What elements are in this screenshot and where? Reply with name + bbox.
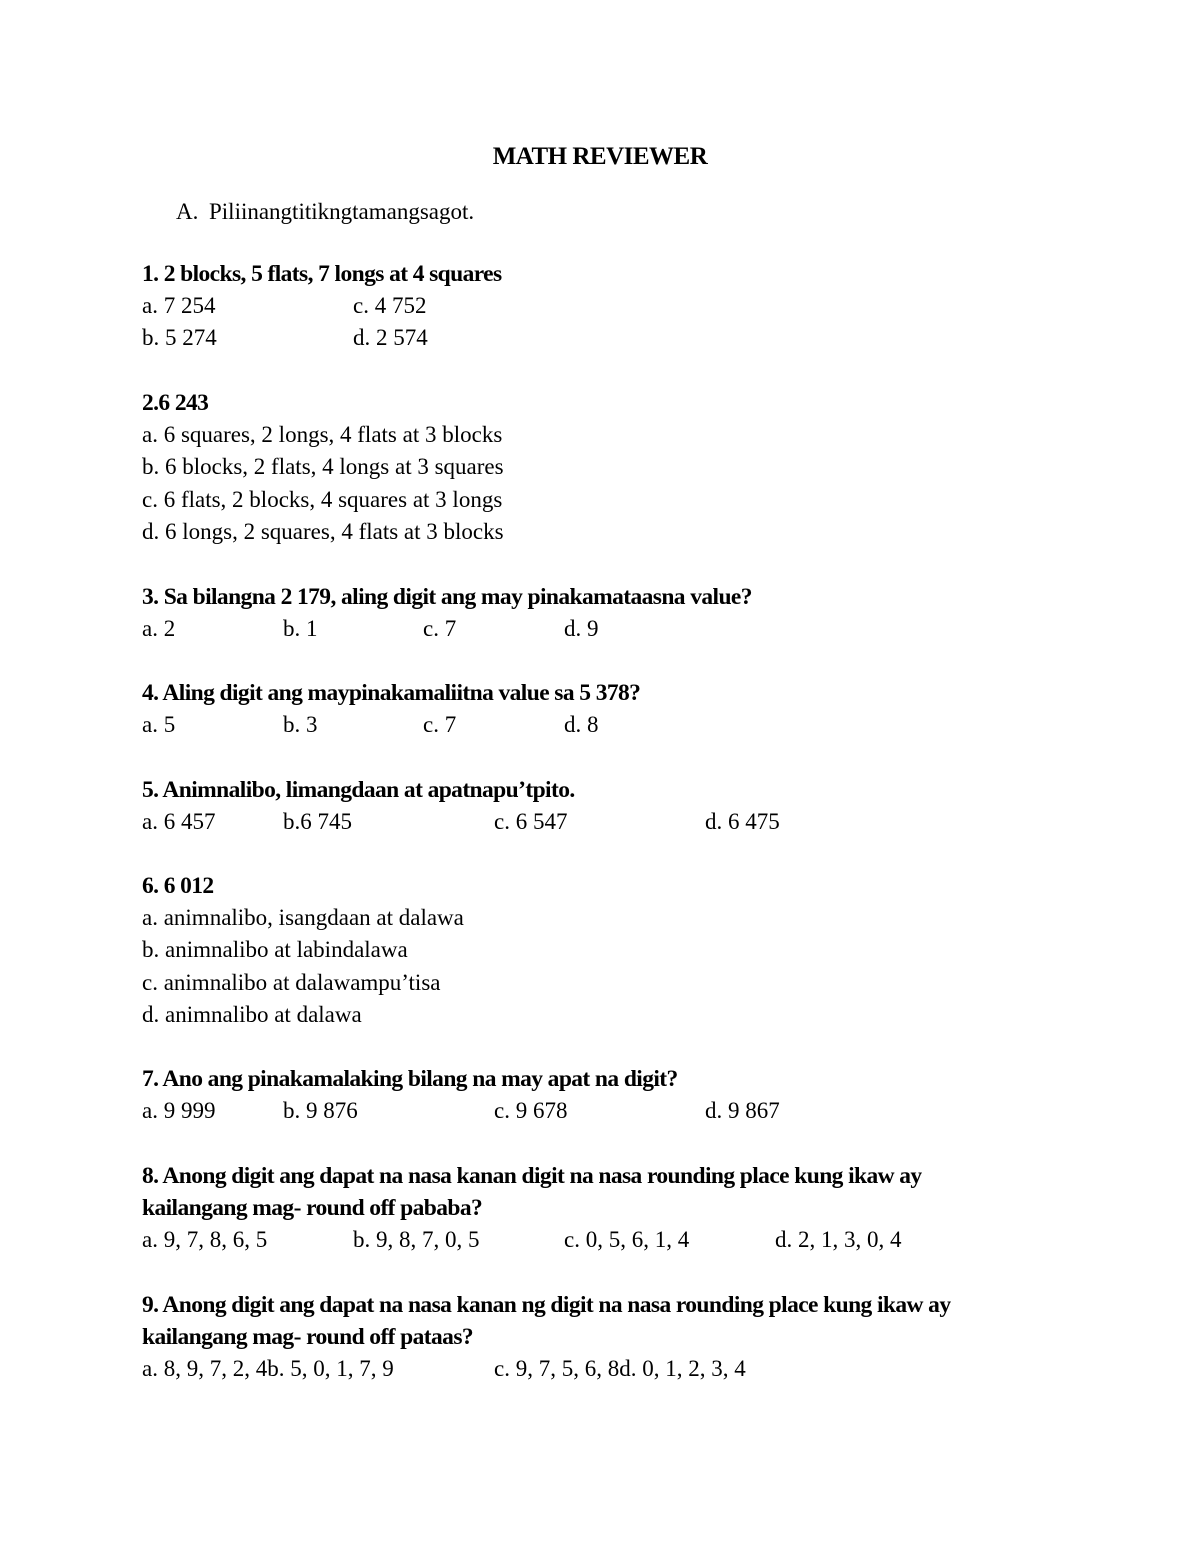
option-c: c. 4 752 (353, 293, 427, 318)
question-7 (142, 1063, 1042, 1127)
option-d: d. 9 (564, 616, 599, 641)
question-text: 2.6 243 (142, 390, 209, 416)
option-row (142, 613, 1042, 645)
option-c: c. 9 678 (494, 1098, 568, 1123)
option-row (142, 806, 1042, 838)
question-6 (142, 870, 1042, 1031)
option-row (142, 1353, 1042, 1385)
option-b: b. 9, 8, 7, 0, 5 (353, 1227, 480, 1252)
option-b: b.6 745 (283, 809, 352, 834)
question-text: 3. Sa bilangna 2 179, aling digit ang may pinakamataasna value? (142, 584, 752, 610)
question-text: 4. Aling digit ang maypinakamaliitna value sa 5 378? (142, 680, 641, 706)
question-3 (142, 581, 1042, 645)
page-title: MATH REVIEWER (492, 143, 708, 170)
option-a: a. 2 (142, 616, 176, 641)
option-a: a. animnalibo, isangdaan at dalawa (142, 905, 464, 930)
option-d: d. 9 867 (705, 1098, 780, 1123)
option-a: a. 6 457 (142, 809, 216, 834)
option-c: c. 6 547 (494, 809, 568, 834)
question-text-line-2: kailangang mag- round off pababa? (142, 1195, 483, 1221)
option-row (142, 322, 1042, 354)
option-row (142, 1224, 1042, 1256)
question-2 (142, 387, 1042, 548)
option-c: c. 6 flats, 2 blocks, 4 squares at 3 longs (142, 486, 503, 512)
question-text: 1. 2 blocks, 5 flats, 7 longs at 4 squares (142, 261, 502, 287)
option-row (142, 290, 1042, 322)
option-d: d. animnalibo at dalawa (142, 1001, 362, 1027)
question-8 (142, 1160, 1042, 1256)
option-row (142, 709, 1042, 741)
option-c-d: c. 9, 7, 5, 6, 8d. 0, 1, 2, 3, 4 (494, 1356, 746, 1381)
option-c: c. animnalibo at dalawampu’tisa (142, 969, 441, 995)
instruction-marker: A. (176, 199, 199, 224)
option-d: d. 6 475 (705, 809, 780, 834)
question-text-line-1: 9. Anong digit ang dapat na nasa kanan ng digit na nasa rounding place kung ikaw ay (142, 1292, 951, 1318)
option-b: b. 5 274 (142, 325, 217, 350)
option-a: a. 9 999 (142, 1098, 216, 1123)
option-b: b. animnalibo at labindalawa (142, 937, 408, 963)
option-a: a. 9, 7, 8, 6, 5 (142, 1227, 268, 1252)
question-text-line-2: kailangang mag- round off pataas? (142, 1324, 474, 1350)
option-b: b. 9 876 (283, 1098, 358, 1123)
option-row (142, 1095, 1042, 1127)
question-4 (142, 677, 1042, 741)
question-text: 6. 6 012 (142, 873, 214, 899)
option-a-b: a. 8, 9, 7, 2, 4b. 5, 0, 1, 7, 9 (142, 1356, 394, 1381)
option-b: b. 3 (283, 712, 318, 737)
question-text-line-1: 8. Anong digit ang dapat na nasa kanan digit na nasa rounding place kung ikaw ay (142, 1163, 922, 1189)
option-d: d. 6 longs, 2 squares, 4 flats at 3 blocks (142, 518, 504, 544)
option-d: d. 2, 1, 3, 0, 4 (775, 1227, 902, 1252)
question-text: 5. Animnalibo, limangdaan at apatnapu’tpito. (142, 777, 575, 803)
option-a: a. 6 squares, 2 longs, 4 flats at 3 blocks (142, 422, 503, 447)
option-b: b. 6 blocks, 2 flats, 4 longs at 3 squares (142, 454, 504, 480)
option-c: c. 7 (423, 616, 457, 641)
option-d: d. 2 574 (353, 325, 428, 350)
question-1 (142, 258, 1042, 354)
option-a: a. 7 254 (142, 293, 216, 318)
question-5 (142, 774, 1042, 838)
instruction-text: Piliinangtitikngtamangsagot. (209, 199, 475, 224)
instruction (176, 199, 474, 225)
question-9 (142, 1289, 1042, 1385)
option-c: c. 7 (423, 712, 457, 737)
option-b: b. 1 (283, 616, 318, 641)
option-a: a. 5 (142, 712, 176, 737)
question-text: 7. Ano ang pinakamalaking bilang na may apat na digit? (142, 1066, 678, 1092)
option-c: c. 0, 5, 6, 1, 4 (564, 1227, 690, 1252)
option-d: d. 8 (564, 712, 599, 737)
